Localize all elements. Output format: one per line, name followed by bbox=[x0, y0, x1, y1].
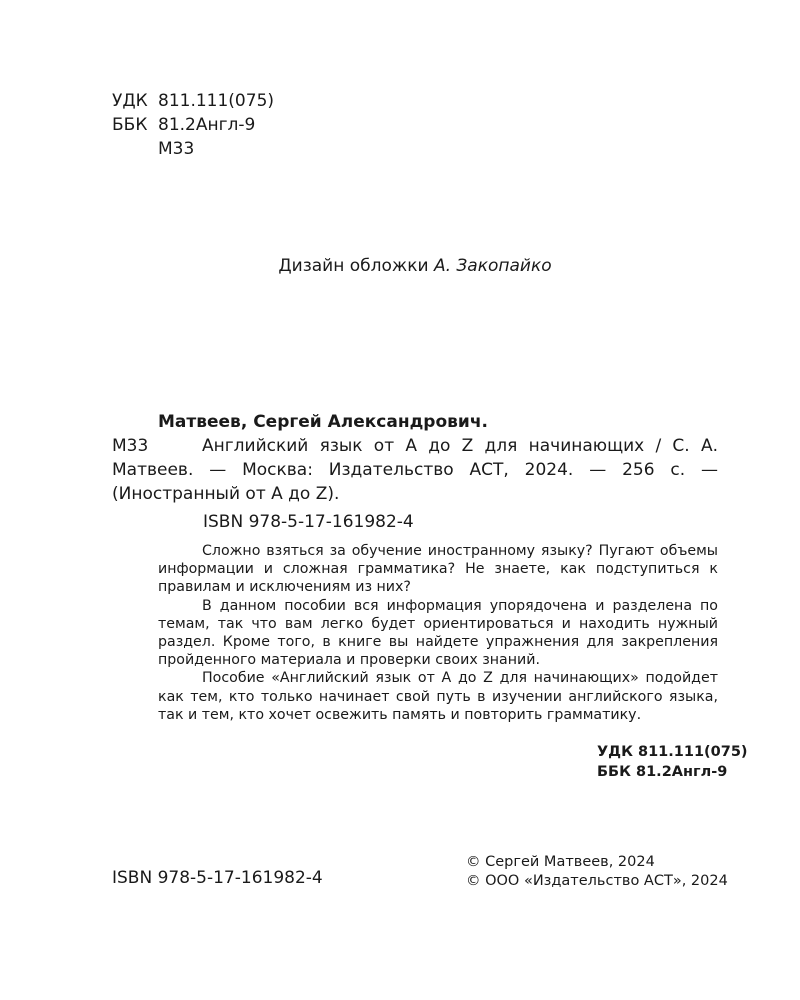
abstract-paragraph: Пособие «Английский язык от А до Z для начинающих» подойдет как тем, кто только начинает свой путь в изучении английского языка, так и тем, кто хочет освежить память и повторить грамматику. bbox=[158, 670, 718, 723]
isbn-inline: ISBN 978-5-17-161982-4 bbox=[203, 512, 414, 532]
abstract-paragraph: В данном пособии вся информация упорядочена и разделена по темам, так что вам легко будет ориентироваться и находить нужный раздел. Кроме того, в книге вы найдете упражнения для закрепления пройденного материала и проверки своих знаний. bbox=[158, 597, 718, 669]
bbk-row bbox=[112, 113, 274, 137]
bbk-label: ББК bbox=[112, 115, 148, 135]
bbk-value: 81.2Англ-9 bbox=[158, 115, 256, 135]
cover-design-label: Дизайн обложки bbox=[278, 256, 429, 276]
side-author-code: М33 bbox=[112, 436, 149, 456]
udk-row bbox=[112, 89, 274, 113]
copyright-publisher: © ООО «Издательство АСТ», 2024 bbox=[466, 873, 728, 889]
udk-value: 811.111(075) bbox=[158, 91, 275, 111]
author-code: М33 bbox=[158, 139, 195, 159]
classification-bottom bbox=[597, 742, 748, 782]
abstract-paragraph: Сложно взяться за обучение иностранному языку? Пугают объемы информации и сложная грамматика? Не знаете, как подступиться к правилам и исключениям из них? bbox=[158, 543, 718, 596]
udk-bottom: УДК 811.111(075) bbox=[597, 744, 748, 760]
description-text: Английский язык от А до Z для начинающих / С. А. Матвеев. — Москва: Издательство АСТ, 2024. — 256 с. — (Иностранный от А до Z). bbox=[112, 436, 718, 504]
abstract bbox=[158, 542, 718, 724]
cover-design-credit bbox=[0, 256, 800, 276]
bbk-bottom: ББК 81.2Англ-9 bbox=[597, 764, 728, 780]
cover-designer-name: А. Закопайко bbox=[433, 256, 552, 276]
copyright-author: © Сергей Матвеев, 2024 bbox=[466, 854, 655, 870]
bibliographic-description bbox=[112, 434, 718, 506]
classification-block bbox=[112, 89, 274, 161]
copyright-block bbox=[466, 853, 728, 891]
bibliographic-record bbox=[112, 410, 718, 506]
isbn-footer: ISBN 978-5-17-161982-4 bbox=[112, 868, 323, 888]
udk-label: УДК bbox=[112, 91, 148, 111]
author-heading: Матвеев, Сергей Александрович. bbox=[158, 412, 488, 432]
